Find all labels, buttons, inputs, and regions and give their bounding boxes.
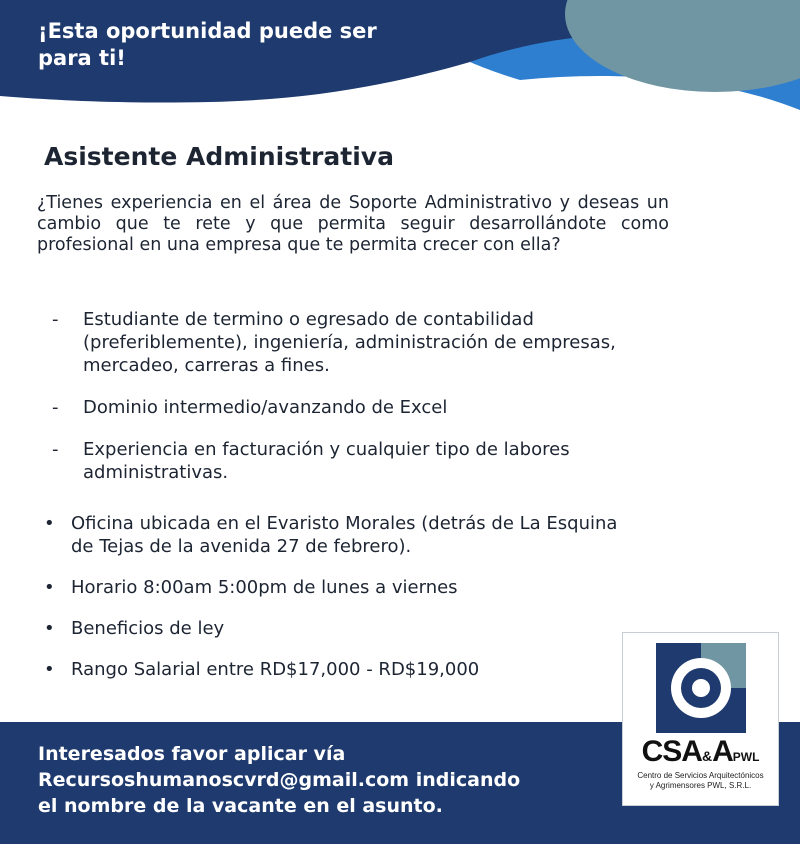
logo-name-pwl: PWL [732, 750, 760, 764]
company-logo [622, 632, 779, 806]
logo-name-csa: CSA [641, 735, 702, 768]
job-intro: ¿Tienes experiencia en el área de Soporte Administrativo y deseas un cambio que te rete y que permita seguir desarrollándote como profesional en una empresa que te permita crecer con ella? [37, 193, 669, 255]
detail-item [40, 617, 640, 640]
detail-item [40, 576, 640, 599]
bullet-marker: • [44, 659, 55, 680]
detail-text: Oficina ubicada en el Evaristo Morales (detrás de La Esquina de Tejas de la avenida 27 de febrero). [71, 513, 618, 557]
requirements-list [50, 308, 690, 503]
dash-marker: - [52, 439, 59, 460]
logo-mark-icon [656, 643, 746, 733]
logo-wordmark [623, 737, 778, 772]
detail-text: Beneficios de ley [71, 618, 225, 639]
dash-marker: - [52, 309, 59, 330]
detail-text: Rango Salarial entre RD$17,000 - RD$19,000 [71, 659, 480, 680]
bullet-marker: • [44, 618, 55, 639]
details-list [40, 512, 640, 699]
requirement-text: Experiencia en facturación y cualquier tipo de labores administrativas. [83, 439, 570, 483]
requirement-text: Estudiante de termino o egresado de contabilidad (preferiblemente), ingeniería, administración de empresas, mercadeo, carreras a fines. [83, 309, 616, 376]
header-headline: ¡Esta oportunidad puede ser para ti! [38, 19, 377, 70]
requirement-text: Dominio intermedio/avanzando de Excel [83, 397, 448, 418]
dash-marker: - [52, 397, 59, 418]
detail-text: Horario 8:00am 5:00pm de lunes a viernes [71, 577, 458, 598]
requirement-item [50, 438, 690, 484]
logo-name-a: A [712, 735, 733, 768]
logo-caption-line1: Centro de Servicios Arquitectónicos [637, 771, 764, 780]
bullet-marker: • [44, 513, 55, 534]
requirement-item [50, 396, 690, 419]
detail-item [40, 658, 640, 681]
application-instructions: Interesados favor aplicar vía Recursoshumanoscvrd@gmail.com indicando el nombre de la vacante en el asunto. [38, 743, 521, 817]
requirement-item [50, 308, 690, 377]
logo-caption [627, 771, 774, 791]
job-title: Asistente Administrativa [44, 142, 394, 171]
logo-caption-line2: y Agrimensores PWL, S.R.L. [649, 781, 752, 790]
bullet-marker: • [44, 577, 55, 598]
logo-name-amp: & [701, 748, 713, 764]
detail-item [40, 512, 640, 558]
